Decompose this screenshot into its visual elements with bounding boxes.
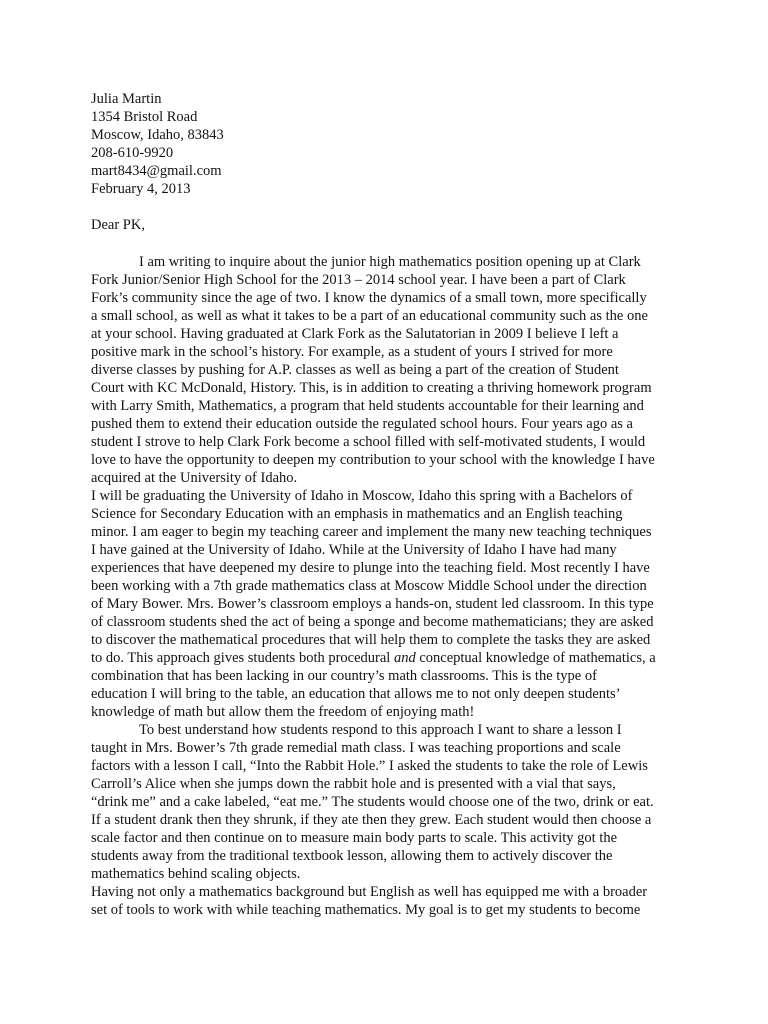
paragraph-line: To best understand how students respond to this approach I want to share a lesson I (139, 722, 622, 738)
sender-address-block (91, 90, 686, 198)
text-run: conceptual knowledge of mathematics, a (415, 650, 656, 666)
paragraph-line: pushed them to extend their education outside the regulated school hours. Four years ago as a (91, 416, 633, 432)
paragraph-line: with Larry Smith, Mathematics, a program that held students accountable for their learning and (91, 398, 644, 414)
paragraph-1 (91, 253, 686, 487)
paragraph-line: of Mary Bower. Mrs. Bower’s classroom employs a hands-on, student led classroom. In this type (91, 596, 654, 612)
paragraph-line: acquired at the University of Idaho. (91, 470, 298, 486)
paragraph-line: been working with a 7th grade mathematics class at Moscow Middle School under the direction (91, 578, 647, 594)
salutation: Dear PK, (91, 217, 145, 233)
paragraph-line: at your school. Having graduated at Clark Fork as the Salutatorian in 2009 I believe I left a (91, 326, 619, 342)
paragraph-line: factors with a lesson I call, “Into the Rabbit Hole.” I asked the students to take the role of Lewis (91, 758, 648, 774)
paragraph-line: experiences that have deepened my desire to plunge into the teaching field. Most recently I have (91, 560, 650, 576)
paragraph-3 (91, 721, 686, 883)
paragraph-line: knowledge of math but allow them the freedom of enjoying math! (91, 704, 475, 720)
spacer (91, 234, 686, 253)
paragraph-line: I will be graduating the University of Idaho in Moscow, Idaho this spring with a Bachelors of (91, 488, 633, 504)
sender-email: mart8434@gmail.com (91, 163, 222, 179)
sender-city-state-zip: Moscow, Idaho, 83843 (91, 127, 224, 143)
paragraph-line: Fork’s community since the age of two. I know the dynamics of a small town, more specifically (91, 290, 647, 306)
letter-date: February 4, 2013 (91, 181, 191, 197)
paragraph-line: combination that has been lacking in our country’s math classrooms. This is the type of (91, 668, 597, 684)
sender-street: 1354 Bristol Road (91, 109, 198, 125)
paragraph-line: If a student drank then they shrunk, if they ate then they grew. Each student would then choose a (91, 812, 652, 828)
paragraph-line: students away from the traditional textbook lesson, allowing them to actively discover the (91, 848, 613, 864)
paragraph-line (91, 649, 686, 667)
paragraph-line: positive mark in the school’s history. For example, as a student of yours I strived for more (91, 344, 613, 360)
emphasis-text: and (393, 650, 416, 666)
paragraph-line: student I strove to help Clark Fork become a school filled with self-motivated students, I would (91, 434, 646, 450)
paragraph-line: set of tools to work with while teaching mathematics. My goal is to get my students to become (91, 902, 641, 918)
sender-name: Julia Martin (91, 91, 162, 107)
paragraph-line: love to have the opportunity to deepen my contribution to your school with the knowledge I have (91, 452, 655, 468)
paragraph-line: a small school, as well as what it takes to be a part of an educational community such as the one (91, 308, 648, 324)
paragraph-line: taught in Mrs. Bower’s 7th grade remedial math class. I was teaching proportions and scale (91, 740, 621, 756)
paragraph-line: of classroom students shed the act of being a sponge and become mathematicians; they are asked (91, 614, 654, 630)
paragraph-line: minor. I am eager to begin my teaching career and implement the many new teaching techniques (91, 524, 652, 540)
text-run: to do. This approach gives students both procedural (91, 650, 394, 666)
paragraph-line: diverse classes by pushing for A.P. classes as well as being a part of the creation of Student (91, 362, 619, 378)
paragraph-line: Science for Secondary Education with an emphasis in mathematics and an English teaching (91, 506, 623, 522)
paragraph-line: education I will bring to the table, an education that allows me to not only deepen students’ (91, 686, 621, 702)
sender-phone: 208-610-9920 (91, 145, 174, 161)
paragraph-line: mathematics behind scaling objects. (91, 866, 301, 882)
paragraph-line: Court with KC McDonald, History. This, is in addition to creating a thriving homework program (91, 380, 652, 396)
paragraph-line: Carroll’s Alice when she jumps down the rabbit hole and is presented with a vial that says, (91, 776, 616, 792)
paragraph-line: to discover the mathematical procedures that will help them to complete the tasks they are asked (91, 632, 651, 648)
paragraph-line: scale factor and then continue on to measure main body parts to scale. This activity got the (91, 830, 618, 846)
paragraph-line: Fork Junior/Senior High School for the 2013 – 2014 school year. I have been a part of Clark (91, 272, 626, 288)
paragraph-line: I am writing to inquire about the junior high mathematics position opening up at Clark (139, 254, 641, 270)
letter (91, 90, 686, 919)
paragraph-2 (91, 487, 686, 721)
paragraph-line: I have gained at the University of Idaho. While at the University of Idaho I have had many (91, 542, 617, 558)
paragraph-line: “drink me” and a cake labeled, “eat me.” The students would choose one of the two, drink or eat. (91, 794, 654, 810)
paragraph-line: Having not only a mathematics background but English as well has equipped me with a broader (91, 884, 648, 900)
paragraph-4 (91, 883, 686, 919)
spacer (91, 198, 686, 216)
